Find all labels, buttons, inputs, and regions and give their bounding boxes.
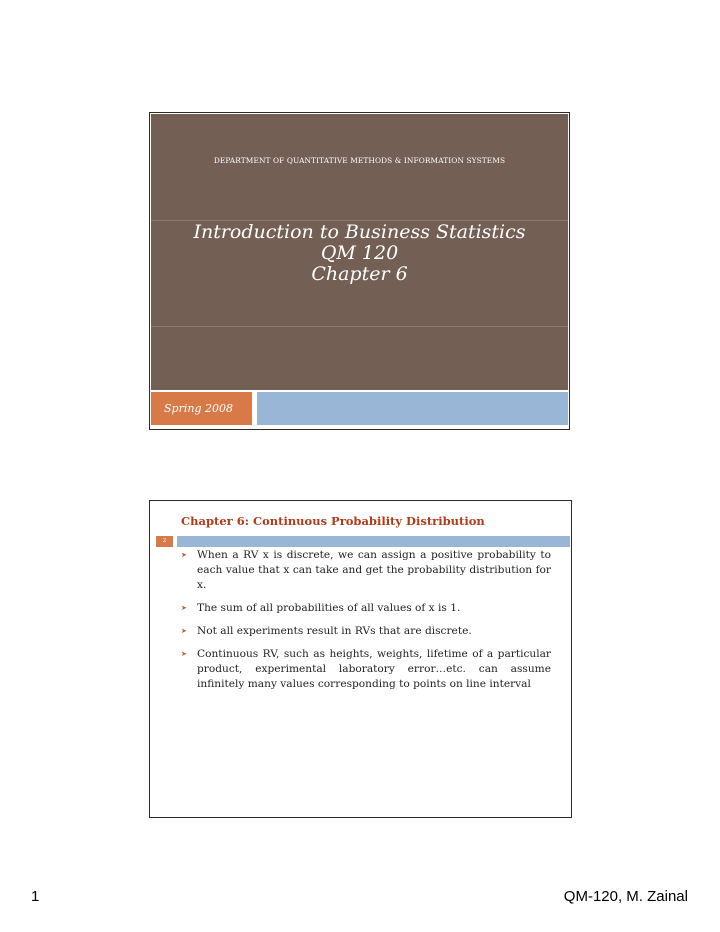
bullet-text: Continuous RV, such as heights, weights, lifetime of a particular product, experimental laboratory error…etc. can assume infinitely many values corresponding to points on line interval xyxy=(197,648,551,690)
slide-title-block xyxy=(151,222,568,285)
slide-title: Chapter 6: Continuous Probability Distribution xyxy=(181,514,485,528)
footer-band xyxy=(151,390,568,429)
blue-accent-bar xyxy=(177,536,570,547)
arrowhead-bullet-icon: ➤ xyxy=(181,650,187,658)
season-label: Spring 2008 xyxy=(151,392,252,425)
list-item xyxy=(180,601,551,616)
bullet-text: The sum of all probabilities of all values of x is 1. xyxy=(197,602,461,614)
bullet-text: Not all experiments result in RVs that are discrete. xyxy=(197,625,472,637)
arrowhead-bullet-icon: ➤ xyxy=(181,604,187,612)
blue-accent-bar xyxy=(257,392,568,425)
list-item xyxy=(180,624,551,639)
footer-credit: QM-120, M. Zainal xyxy=(563,888,688,905)
department-name: DEPARTMENT OF QUANTITATIVE METHODS & INFORMATION SYSTEMS xyxy=(213,156,506,165)
chapter-label: Chapter 6 xyxy=(311,263,408,285)
course-code: QM 120 xyxy=(320,242,399,264)
divider-line xyxy=(151,326,568,327)
arrowhead-bullet-icon: ➤ xyxy=(181,627,187,635)
list-item xyxy=(180,647,551,692)
slide-number: 2 xyxy=(156,536,173,547)
bullet-text: When a RV x is discrete, we can assign a positive probability to each value that x can take and get the probability distribution for x. xyxy=(197,549,551,591)
page-number: 1 xyxy=(31,888,40,905)
bullet-list xyxy=(180,548,551,700)
title-slide xyxy=(149,112,570,430)
title-slide-background xyxy=(151,114,568,390)
content-slide xyxy=(149,500,572,818)
arrowhead-bullet-icon: ➤ xyxy=(181,551,187,559)
course-title: Introduction to Business Statistics xyxy=(193,221,526,243)
list-item xyxy=(180,548,551,593)
